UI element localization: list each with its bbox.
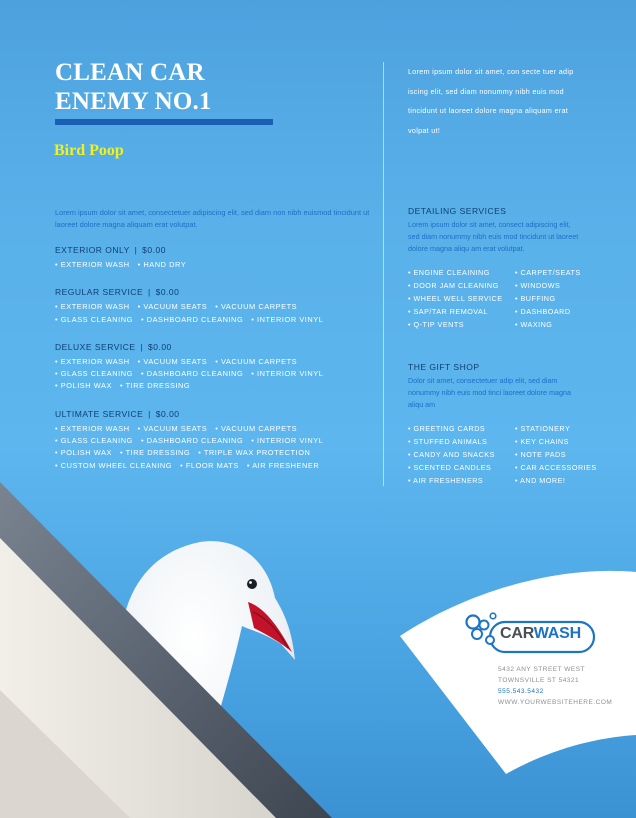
service-item: • TIRE DRESSING xyxy=(120,380,190,392)
service-price: $0.00 xyxy=(142,245,166,255)
detailing-item: • Q-TIP VENTS xyxy=(408,318,515,331)
service-item: • GLASS CLEANING xyxy=(55,314,133,326)
service-item: • EXTERIOR WASH xyxy=(55,259,130,271)
detailing-item: • BUFFING xyxy=(515,292,610,305)
service-item: • INTERIOR VINYL xyxy=(251,435,323,447)
service-name: EXTERIOR ONLY xyxy=(55,245,130,255)
service-item: • DASHBOARD CLEANING xyxy=(141,314,243,326)
service-item: • DASHBOARD CLEANING xyxy=(141,368,243,380)
service-item: • VACUUM SEATS xyxy=(138,356,208,368)
service-item: • INTERIOR VINYL xyxy=(251,368,323,380)
service-price: $0.00 xyxy=(148,341,172,352)
detailing-item: • SAP/TAR REMOVAL xyxy=(408,305,515,318)
gift-shop-item: • SCENTED CANDLES xyxy=(408,461,515,474)
separator: | xyxy=(134,245,138,255)
contact-info xyxy=(498,664,612,708)
detailing-description: Lorem ipsum dolor sit amet, consect adipiscing elit, sed diam nonummy nibh euis mod tincidunt ut laoreet dolore magna aliqu am erat volutpat. xyxy=(408,220,579,253)
separator: | xyxy=(140,341,144,352)
service-item: • EXTERIOR WASH xyxy=(55,301,130,313)
service-item: • FLOOR MATS xyxy=(180,460,239,472)
gift-shop-title: THE GIFT SHOP xyxy=(408,362,480,372)
separator: | xyxy=(148,408,151,419)
detailing-item: • CARPET/SEATS xyxy=(515,266,610,279)
detailing-item: • WAXING xyxy=(515,318,610,331)
gift-shop-item: • KEY CHAINS xyxy=(515,435,610,448)
service-item: • VACUUM CARPETS xyxy=(215,423,297,435)
gift-shop-item: • AND MORE! xyxy=(515,474,610,487)
service-item: • GLASS CLEANING xyxy=(55,368,133,380)
service-item: • HAND DRY xyxy=(138,259,187,271)
logo-word-car: CAR xyxy=(500,625,534,642)
service-price: $0.00 xyxy=(155,408,180,419)
detailing-item: • DOOR JAM CLEANING xyxy=(408,279,515,292)
service-item: • INTERIOR VINYL xyxy=(251,314,323,326)
service-item: • VACUUM CARPETS xyxy=(215,301,297,313)
service-name: REGULAR SERVICE xyxy=(55,287,144,298)
headline-line-2: ENEMY NO.1 xyxy=(55,88,212,115)
headline-line-1: CLEAN CAR xyxy=(55,59,205,86)
service-item: • AIR FRESHENER xyxy=(247,460,319,472)
service-item: • VACUUM SEATS xyxy=(138,301,208,313)
separator: | xyxy=(148,287,151,298)
service-item: • EXTERIOR WASH xyxy=(55,356,130,368)
service-item: • CUSTOM WHEEL CLEANING xyxy=(55,460,172,472)
logo-word-wash: WASH xyxy=(533,625,581,642)
gift-shop-item: • AIR FRESHENERS xyxy=(408,474,515,487)
address-line-1: 5432 ANY STREET WEST xyxy=(498,666,586,673)
detailing-item: • WINDOWS xyxy=(515,279,610,292)
logo-wordmark xyxy=(500,625,581,643)
address-line-2: TOWNSVILLE ST 54321 xyxy=(498,677,580,684)
service-item: • POLISH WAX xyxy=(55,447,112,459)
intro-left-text: Lorem ipsum dolor sit amet, consectetuer adipiscing elit, sed diam non nibh euismod tincidunt ut laoreet dolore magna aliquam erat volutpat. xyxy=(55,208,370,229)
website-url: WWW.YOURWEBSITEHERE.COM xyxy=(498,699,613,706)
detailing-title: DETAILING SERVICES xyxy=(408,206,507,216)
service-item: • DASHBOARD CLEANING xyxy=(141,435,243,447)
subtitle: Bird Poop xyxy=(54,142,124,159)
gift-shop-item: • NOTE PADS xyxy=(515,448,610,461)
service-item: • EXTERIOR WASH xyxy=(55,423,130,435)
gift-shop-item: • CAR ACCESSORIES xyxy=(515,461,610,474)
gift-shop-item: • CANDY AND SNACKS xyxy=(408,448,515,461)
service-price: $0.00 xyxy=(155,287,180,298)
service-item: • GLASS CLEANING xyxy=(55,435,133,447)
service-item: • VACUUM CARPETS xyxy=(215,356,297,368)
intro-right-text: Lorem ipsum dolor sit amet, con secte tuer adip iscing elit, sed diam nonummy nibh euis mod tincidunt ut laoreet dolore magna aliquam erat volpat ut! xyxy=(408,67,574,135)
gift-shop-item: • STUFFED ANIMALS xyxy=(408,435,515,448)
service-item: • TIRE DRESSING xyxy=(120,447,190,459)
service-item: • POLISH WAX xyxy=(55,380,112,392)
detailing-item: • ENGINE CLEAINING xyxy=(408,266,515,279)
gift-shop-description: Dolor sit amet, consectetuer adip elit, sed diam nonummy nibh euis mod tinci laoreet dolore magna aliqu am xyxy=(408,376,572,409)
detailing-item: • WHEEL WELL SERVICE xyxy=(408,292,515,305)
service-name: ULTIMATE SERVICE xyxy=(55,408,144,419)
phone-number: 555.543.5432 xyxy=(498,688,544,695)
service-item: • TRIPLE WAX PROTECTION xyxy=(198,447,310,459)
service-name: DELUXE SERVICE xyxy=(55,341,136,352)
service-item: • VACUUM SEATS xyxy=(138,423,208,435)
gift-shop-item: • GREETING CARDS xyxy=(408,422,515,435)
rooftop-shape xyxy=(0,482,332,818)
gift-shop-item: • STATIONERY xyxy=(515,422,610,435)
detailing-item: • DASHBOARD xyxy=(515,305,610,318)
